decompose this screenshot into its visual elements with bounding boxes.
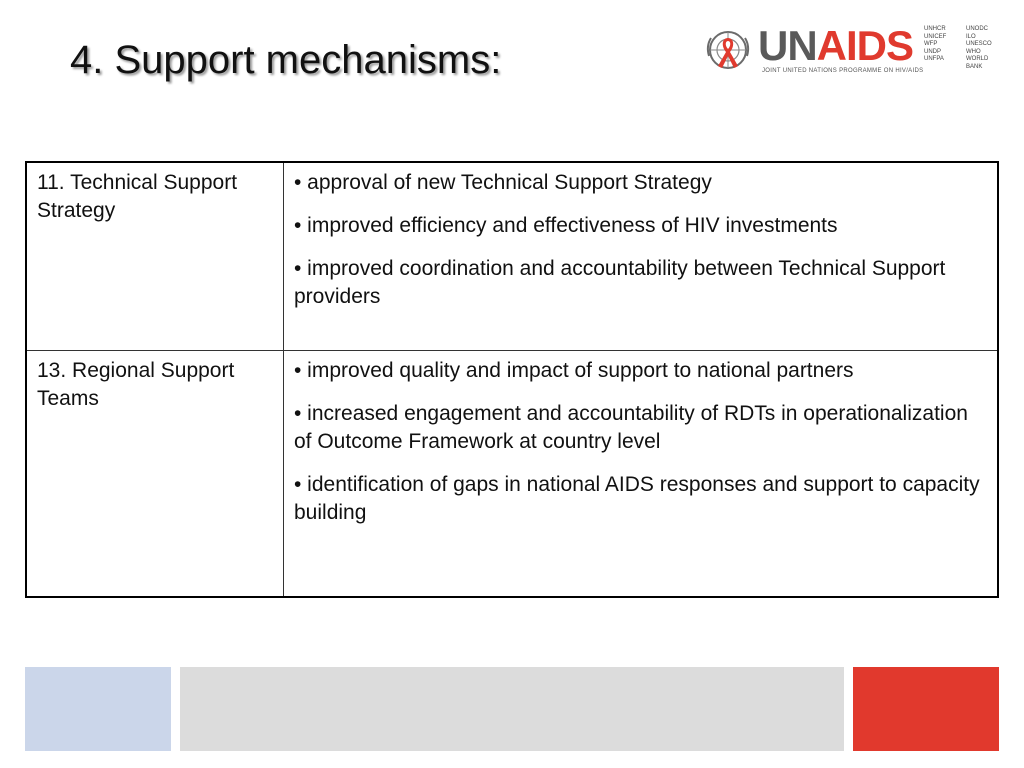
footer-bar-blue	[25, 667, 171, 751]
cosponsor-name: ILO	[966, 33, 976, 40]
table-row	[26, 162, 998, 350]
unaids-logo	[702, 22, 1002, 78]
outcome-bullet: • improved efficiency and effectiveness of HIV investments	[294, 214, 838, 237]
slide-title: 4. Support mechanisms:	[70, 38, 502, 82]
wordmark-un: UN	[758, 22, 817, 69]
cosponsor-name: UNICEF	[924, 33, 947, 40]
un-emblem-ribbon-icon	[702, 26, 754, 74]
outcome-bullet: • improved coordination and accountability between Technical Support providers	[294, 257, 946, 308]
mechanism-outcomes	[284, 350, 999, 597]
cosponsor-column-left	[924, 26, 962, 72]
cosponsor-name: WFP	[924, 41, 938, 48]
outcome-bullet: • identification of gaps in national AIDS responses and support to capacity building	[294, 472, 980, 524]
wordmark-aids: AIDS	[816, 22, 914, 69]
outcome-bullet: • improved quality and impact of support to national partners	[294, 358, 854, 382]
cosponsor-name: UNODC	[966, 26, 988, 32]
outcome-bullet: • approval of new Technical Support Strategy	[294, 171, 712, 194]
cosponsor-name: UNHCR	[924, 26, 946, 32]
outcome-bullet: • increased engagement and accountability of RDTs in operationalization of Outcome Framework at country level	[294, 401, 968, 453]
cosponsor-name: UNDP	[924, 48, 942, 55]
mechanism-label: 11. Technical Support Strategy	[26, 162, 284, 350]
cosponsor-name: UNFPA	[924, 56, 944, 63]
cosponsor-name: WHO	[966, 48, 981, 55]
table-row	[26, 350, 998, 597]
cosponsor-name: UNESCO	[966, 41, 992, 48]
support-mechanisms-table	[25, 161, 999, 598]
footer-bar-red	[853, 667, 999, 751]
footer-bar-gray	[180, 667, 844, 751]
cosponsor-list	[924, 26, 1004, 72]
cosponsor-column-right	[966, 26, 1004, 72]
unaids-wordmark	[758, 24, 913, 68]
logo-tagline: JOINT UNITED NATIONS PROGRAMME ON HIV/AIDS	[762, 68, 924, 74]
cosponsor-name: WORLD BANK	[966, 56, 989, 70]
mechanism-outcomes	[284, 162, 999, 350]
mechanism-label: 13. Regional Support Teams	[26, 350, 284, 597]
